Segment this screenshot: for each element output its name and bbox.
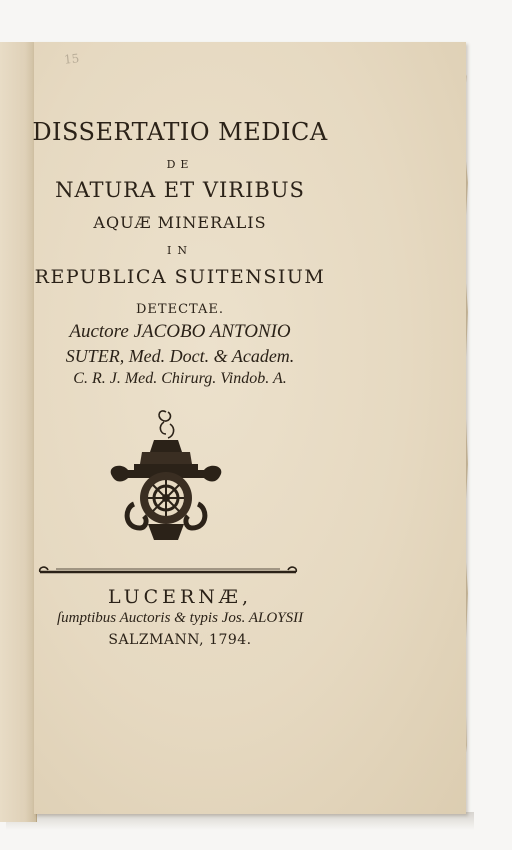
vignette-fountain-icon	[104, 404, 228, 546]
title-line-3: NATURA ET VIRIBUS	[55, 178, 305, 202]
title-line-5: IN	[167, 244, 193, 257]
title-line-7: DETECTAE.	[136, 302, 224, 317]
title-line-4: AQUÆ MINERALIS	[93, 213, 267, 232]
title-line-1: DISSERTATIO MEDICA	[32, 118, 328, 146]
author-line: Auctore JACOBO ANTONIO	[69, 321, 291, 342]
title-line-6: REPUBLICA SUITENSIUM	[34, 266, 326, 288]
author-credentials-line: SUTER, Med. Doct. & Academ.	[65, 346, 295, 366]
title-line-2: DE	[166, 158, 194, 171]
imprint-city: LUCERNÆ,	[108, 586, 252, 608]
author-affiliation-line: C. R. J. Med. Chirurg. Vindob. A.	[73, 370, 287, 387]
pencil-mark: 15	[63, 51, 80, 67]
imprint-date-line: SALZMANN, 1794.	[108, 632, 252, 648]
book-shadow	[6, 812, 474, 830]
decorative-rule	[36, 563, 300, 577]
imprint-publisher-line: ſumptibus Auctoris & typis Jos. ALOYSII	[56, 610, 304, 626]
